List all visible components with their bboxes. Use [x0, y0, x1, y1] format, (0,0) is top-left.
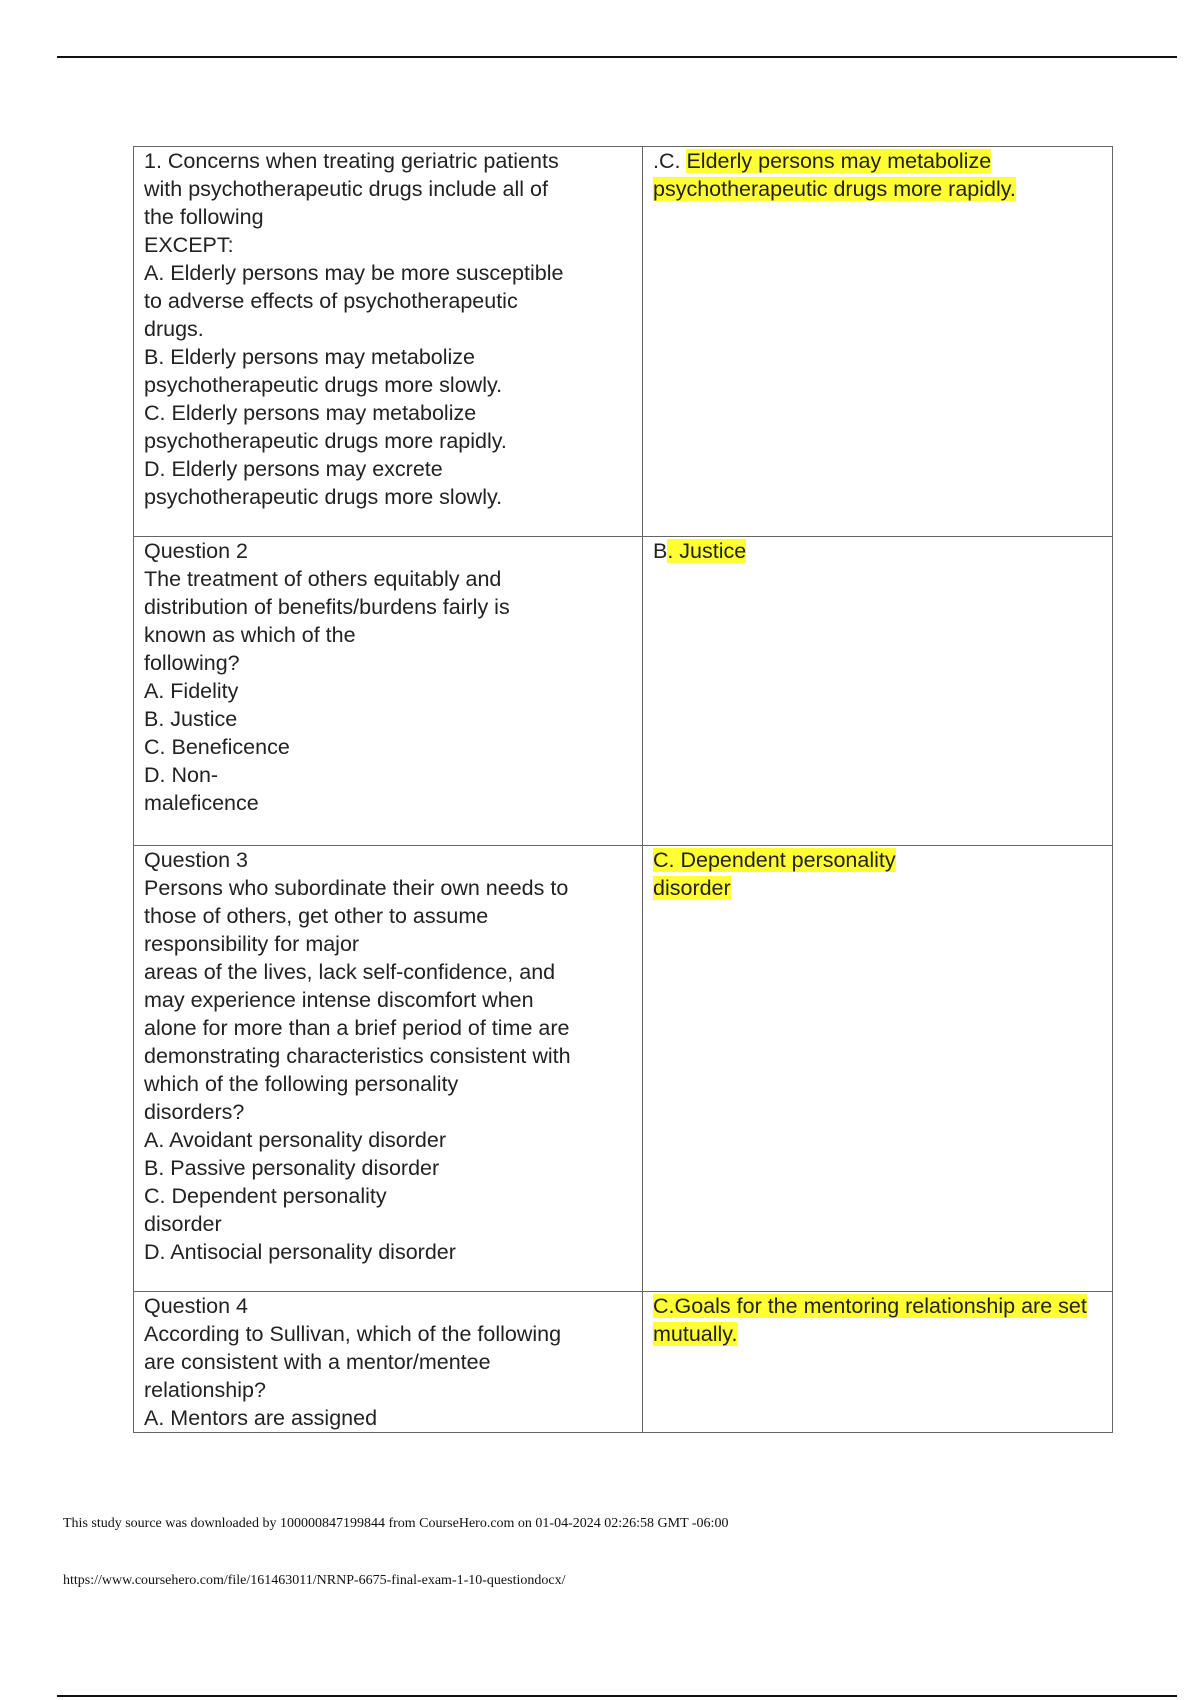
answer-line	[653, 1292, 1102, 1320]
answer-highlight: disorder	[653, 876, 731, 900]
question-line: The treatment of others equitably and	[144, 567, 502, 591]
question-line: alone for more than a brief period of time are	[144, 1016, 570, 1040]
question-line: areas of the lives, lack self-confidence, and	[144, 960, 556, 984]
answer-highlight: C.Goals for the mentoring relationship are set	[653, 1294, 1087, 1318]
question-line: 1. Concerns when treating geriatric patients	[144, 149, 559, 173]
question-line: D. Antisocial personality disorder	[144, 1240, 456, 1264]
question-line: psychotherapeutic drugs more rapidly.	[144, 429, 507, 453]
answer-line	[653, 846, 1102, 874]
question-line: drugs.	[144, 317, 204, 341]
question-line: may experience intense discomfort when	[144, 988, 534, 1012]
question-line: A. Mentors are assigned	[144, 1406, 378, 1430]
question-line: relationship?	[144, 1378, 266, 1402]
answer-line	[653, 874, 1102, 902]
question-line: psychotherapeutic drugs more slowly.	[144, 485, 503, 509]
question-cell	[134, 537, 643, 846]
question-line: Question 3	[144, 848, 248, 872]
question-line: those of others, get other to assume	[144, 904, 489, 928]
answer-highlight: psychotherapeutic drugs more rapidly.	[653, 177, 1016, 201]
question-line: C. Dependent personality	[144, 1184, 387, 1208]
download-note: This study source was downloaded by 100000847199844 from CourseHero.com on 01-04-2024 02:26:58 GMT -06:00	[63, 1516, 729, 1531]
question-line: which of the following personality	[144, 1072, 459, 1096]
question-line: with psychotherapeutic drugs include all of	[144, 177, 548, 201]
answer-line	[653, 175, 1102, 203]
answer-highlight: mutually.	[653, 1322, 738, 1346]
answer-line	[653, 1320, 1102, 1348]
question-line: EXCEPT:	[144, 233, 234, 257]
question-line: distribution of benefits/burdens fairly is	[144, 595, 510, 619]
question-line: Question 4	[144, 1294, 248, 1318]
question-line: psychotherapeutic drugs more slowly.	[144, 373, 503, 397]
table-row	[134, 846, 1113, 1292]
question-line: are consistent with a mentor/mentee	[144, 1350, 491, 1374]
question-line: Question 2	[144, 539, 248, 563]
question-line: C. Elderly persons may metabolize	[144, 401, 477, 425]
question-line: Persons who subordinate their own needs to	[144, 876, 569, 900]
question-line: B. Justice	[144, 707, 238, 731]
answer-highlight: Elderly persons may metabolize	[686, 149, 992, 173]
question-line: disorder	[144, 1212, 222, 1236]
table-row	[134, 537, 1113, 846]
table-row	[134, 147, 1113, 537]
answer-highlight: C. Dependent personality	[653, 848, 896, 872]
answer-cell	[643, 537, 1113, 846]
question-answer-table	[133, 146, 1113, 1433]
question-line: disorders?	[144, 1100, 245, 1124]
question-line: maleficence	[144, 791, 259, 815]
question-cell	[134, 1292, 643, 1433]
question-line: A. Elderly persons may be more susceptible	[144, 261, 564, 285]
question-line: D. Non-	[144, 763, 219, 787]
header-rule	[57, 56, 1177, 58]
question-cell	[134, 846, 643, 1292]
question-line: known as which of the	[144, 623, 356, 647]
answer-cell	[643, 147, 1113, 537]
question-line: D. Elderly persons may excrete	[144, 457, 443, 481]
question-line: A. Fidelity	[144, 679, 239, 703]
table-row	[134, 1292, 1113, 1433]
question-line: the following	[144, 205, 264, 229]
question-line: B. Passive personality disorder	[144, 1156, 440, 1180]
answer-prefix: .C.	[653, 149, 687, 173]
question-line: B. Elderly persons may metabolize	[144, 345, 476, 369]
answer-cell	[643, 846, 1113, 1292]
answer-highlight: . Justice	[667, 539, 747, 563]
answer-cell	[643, 1292, 1113, 1433]
question-line: A. Avoidant personality disorder	[144, 1128, 446, 1152]
question-line: According to Sullivan, which of the following	[144, 1322, 562, 1346]
answer-prefix: B	[653, 539, 668, 563]
source-url-link[interactable]: https://www.coursehero.com/file/161463011/NRNP-6675-final-exam-1-10-questiondocx/	[63, 1573, 566, 1588]
footer-rule	[57, 1695, 1177, 1697]
question-line: demonstrating characteristics consistent with	[144, 1044, 571, 1068]
question-line: to adverse effects of psychotherapeutic	[144, 289, 518, 313]
question-line: following?	[144, 651, 240, 675]
answer-line	[653, 147, 1102, 175]
question-line: responsibility for major	[144, 932, 360, 956]
answer-line	[653, 537, 1102, 565]
question-cell	[134, 147, 643, 537]
question-line: C. Beneficence	[144, 735, 290, 759]
